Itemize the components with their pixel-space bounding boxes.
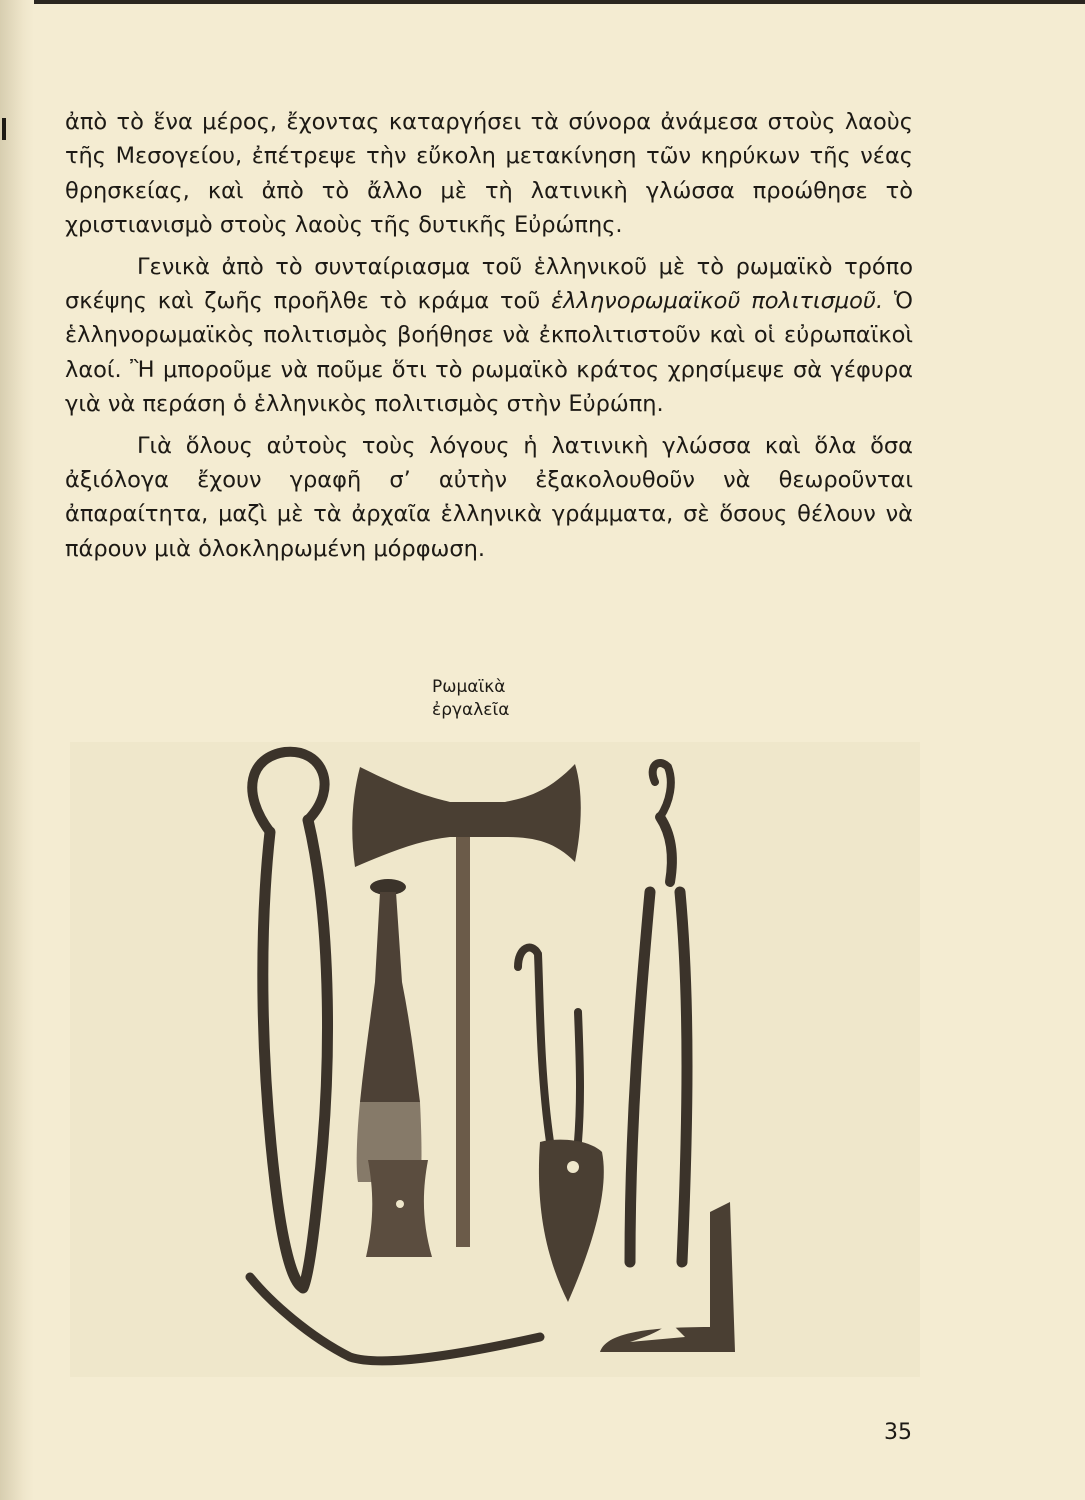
- roman-tools-photo: [70, 742, 920, 1377]
- small-block-image: [366, 1160, 432, 1257]
- page-number: 35: [884, 1420, 912, 1445]
- figure-caption: [432, 676, 572, 722]
- paragraph-2: [65, 250, 913, 422]
- paragraph-2-italic-term: ἑλληνορωμαϊκοῦ πολιτισμοῦ.: [551, 288, 884, 315]
- photo-background: [70, 742, 920, 1377]
- binding-shadow: [0, 0, 34, 1500]
- paragraph-2-text-a: Γενικὰ ἀπὸ τὸ συνταίριασμα τοῦ ἑλληνικοῦ μὲ τὸ ρωμαϊκὸ τρόπο σκέψης καὶ ζωῆς προῆλθε τὸ κράμα τοῦ: [65, 253, 913, 315]
- binding-mark: [2, 118, 6, 140]
- page-top-edge: [0, 0, 1085, 4]
- caption-line-1: Ρωμαϊκὰ: [432, 677, 506, 697]
- paragraph-2-text-b: Ὁ ἑλληνορωμαϊκὸς πολιτισμὸς βοήθησε νὰ ἐκπολιτιστοῦν καὶ οἱ εὐρωπαϊκοὶ λαοί. Ἢ μποροῦμε νὰ ποῦμε ὅτι τὸ ρωμαϊκὸ κράτος χρησίμεψε σὰ γέφυρα γιὰ νὰ περάση ὁ ἑλληνικὸς πολιτισμὸς στὴν Εὐρώπη.: [65, 288, 913, 418]
- caption-line-2: ἐργαλεῖα: [432, 700, 510, 720]
- body-text: [65, 105, 913, 573]
- paragraph-3: Γιὰ ὅλους αὐτοὺς τοὺς λόγους ἡ λατινικὴ γλώσσα καὶ ὅλα ὅσα ἀξιόλογα ἔχουν γραφῆ σ’ αὐτὴν ἐξακολουθοῦν νὰ θεωροῦνται ἀπαραίτητα, μαζὶ μὲ τὰ ἀρχαῖα ἑλληνικὰ γράμματα, σὲ ὅσους θέλουν νὰ πάρουν μιὰ ὁλοκληρωμένη μόρφωση.: [65, 432, 913, 562]
- paragraph-1: ἀπὸ τὸ ἕνα μέρος, ἔχοντας καταργήσει τὰ σύνορα ἀνάμεσα στοὺς λαοὺς τῆς Μεσογείου, ἐπέτρεψε τὴν εὔκολη μετακίνηση τῶν κηρύκων τῆς νέας θρησκείας, καὶ ἀπὸ τὸ ἄλλο μὲ τὴ λατινικὴ γλώσσα προώθησε τὸ χριστιανισμὸ στοὺς λαοὺς τῆς δυτικῆς Εὐρώπης.: [65, 109, 913, 239]
